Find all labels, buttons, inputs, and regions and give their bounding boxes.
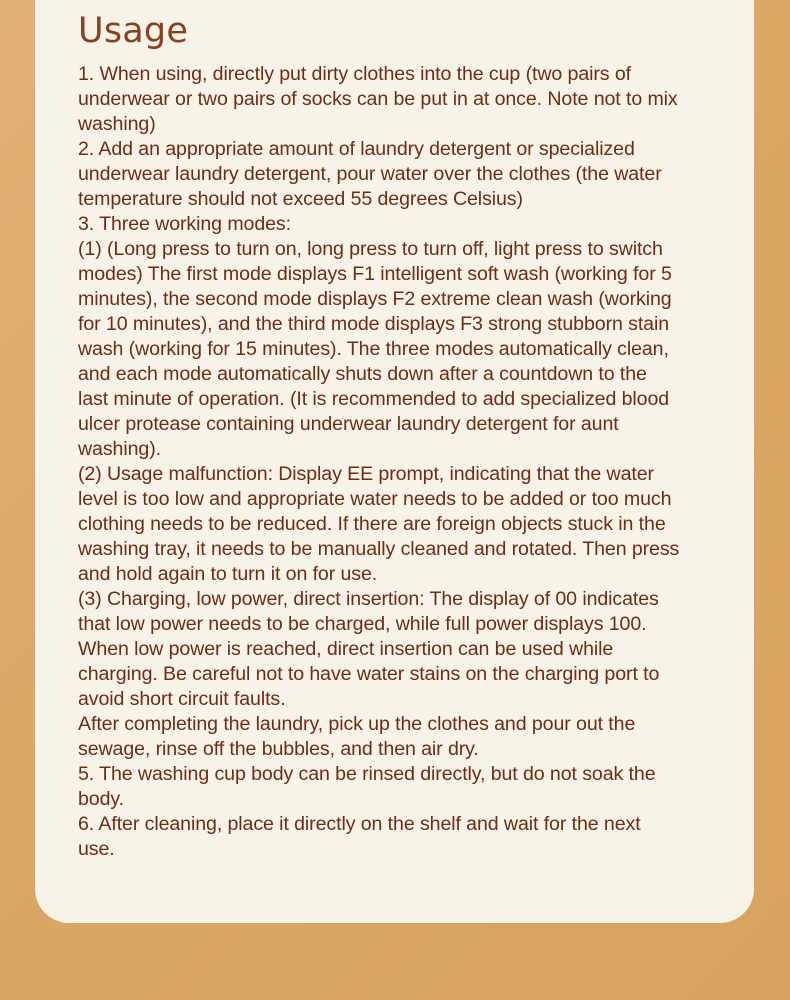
text-line: last minute of operation. (It is recommended to add specialized blood bbox=[78, 388, 670, 410]
text-line: 5. The washing cup body can be rinsed directly, but do not soak the bbox=[78, 763, 656, 785]
text-line: (2) Usage malfunction: Display EE prompt, indicating that the water bbox=[78, 463, 654, 485]
text-line: washing tray, it needs to be manually cleaned and rotated. Then press bbox=[78, 538, 680, 560]
text-line: modes) The first mode displays F1 intelligent soft wash (working for 5 bbox=[78, 263, 672, 285]
text-line: 1. When using, directly put dirty clothes into the cup (two pairs of bbox=[78, 63, 631, 85]
text-line: temperature should not exceed 55 degrees Celsius) bbox=[78, 188, 523, 210]
text-line: (1) (Long press to turn on, long press to turn off, light press to switch bbox=[78, 238, 663, 260]
text-line: 6. After cleaning, place it directly on the shelf and wait for the next bbox=[78, 813, 641, 835]
text-line: 3. Three working modes: bbox=[78, 213, 291, 235]
page-title: Usage bbox=[78, 11, 189, 51]
text-line: and each mode automatically shuts down after a countdown to the bbox=[78, 363, 647, 385]
text-line: washing) bbox=[78, 113, 156, 135]
text-line: clothing needs to be reduced. If there are foreign objects stuck in the bbox=[78, 513, 666, 535]
text-line: When low power is reached, direct insertion can be used while bbox=[78, 638, 614, 660]
text-line: ulcer protease containing underwear laundry detergent for aunt bbox=[78, 413, 619, 435]
text-line: for 10 minutes), and the third mode displays F3 strong stubborn stain bbox=[78, 313, 670, 335]
text-line: level is too low and appropriate water needs to be added or too much bbox=[78, 488, 672, 510]
text-line: that low power needs to be charged, while full power displays 100. bbox=[78, 613, 647, 635]
text-line: sewage, rinse off the bubbles, and then air dry. bbox=[78, 738, 479, 760]
text-line: charging. Be careful not to have water stains on the charging port to bbox=[78, 663, 660, 685]
text-line: wash (working for 15 minutes). The three modes automatically clean, bbox=[78, 338, 669, 360]
text-line: body. bbox=[78, 788, 124, 810]
text-line: use. bbox=[78, 838, 115, 860]
text-line: After completing the laundry, pick up the clothes and pour out the bbox=[78, 713, 636, 735]
text-line: underwear or two pairs of socks can be put in at once. Note not to mix bbox=[78, 88, 678, 110]
text-line: avoid short circuit faults. bbox=[78, 688, 286, 710]
text-line: underwear laundry detergent, pour water over the clothes (the water bbox=[78, 163, 662, 185]
usage-instructions bbox=[78, 62, 738, 862]
text-line: minutes), the second mode displays F2 extreme clean wash (working bbox=[78, 288, 672, 310]
text-line: (3) Charging, low power, direct insertion: The display of 00 indicates bbox=[78, 588, 659, 610]
text-line: and hold again to turn it on for use. bbox=[78, 563, 378, 585]
text-line: washing). bbox=[78, 438, 161, 460]
text-line: 2. Add an appropriate amount of laundry detergent or specialized bbox=[78, 138, 635, 160]
